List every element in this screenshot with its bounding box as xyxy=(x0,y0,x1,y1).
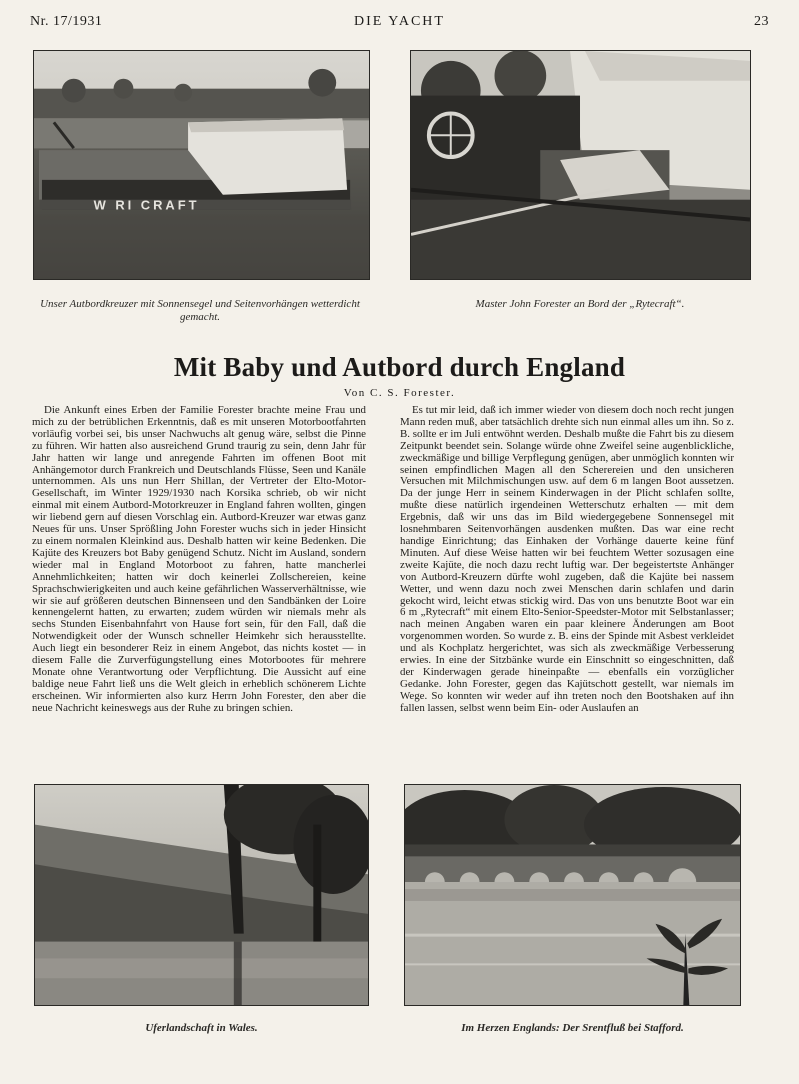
article-column-right xyxy=(400,405,734,715)
caption-top-right: Master John Forester an Bord der „Rytecraft“. xyxy=(475,298,685,310)
photo-wales-landscape xyxy=(34,784,369,1006)
article-byline: Von C. S. Forester. xyxy=(343,387,456,399)
issue-number: Nr. 17/1931 xyxy=(30,14,103,29)
photo-river-bridge-stafford xyxy=(404,784,741,1006)
magazine-title: DIE YACHT xyxy=(354,14,445,29)
article-column-left xyxy=(32,405,366,715)
caption-bottom-left: Uferlandschaft in Wales. xyxy=(145,1022,258,1034)
article-text-right: Es tut mir leid, daß ich immer wieder von diesem doch noch recht jungen Mann reden muß, aber tatsächlich drehte sich nun einmal alles um ihn. So z. B. sollte er im Juli entwöhnt werden. Deshalb mußte die Fahrt bis zu diesem Zeitpunkt beendet sein. Solange würde ohne Zweifel seine augenblickliche, zweckmäßige und billige Verpflegung genügen, aber unmöglich konnten wir seinen empfindlichen Magen all den Scherereien und den unsicheren Versuchen mit Milchmischungen usw. auf dem 6 m langen Boot aussetzen. Da der junge Herr in seinem Kinderwagen in der Plicht schlafen sollte, mußte diese natürlich irgendeinen Wetterschutz erhalten — mit dem Ergebnis, daß wir uns das im Bild wiedergegebene Sonnensegel mit losnehmbaren Seitenvorhängen ausdenken mußten. Das war eine recht handige Einrichtung; das Einhaken der Vorhänge dauerte keine fünf Minuten. Auf diese Weise hatten wir bei feuchtem Wetter sozusagen eine zweite Kajüte, die noch dazu recht luftig war. Der begeistertste Anhänger von Autbord-Kreuzern dürfte wohl zugeben, daß die Kajüte bei nassem Wetter, und wenn dazu noch zwei Menschen darin schlafen und darin gekocht wird, leicht etwas stickig wird. Das von uns benutzte Boot war ein 6 m „Rytecraft“ mit einem Elto-Senior-Speedster-Motor mit Selbstanlasser; nach meinen Angaben waren ein paar kleinere Änderungen am Boot vorgenommen worden. So wurde z. B. eins der Spinde mit Asbest verkleidet und als Kochplatz hergerichtet, was sich als zweckmäßige Verbesserung erwies. In eine der Sitzbänke wurde ein Einschnitt so eingeschnitten, daß der Kinderwagen gerade hineinpaßte — ebenfalls ein vorzüglicher Gedanke. John Forester, gegen das Kajütschott gestellt, war niemals im Wege. So konnten wir weder auf ihn treten noch den Bootshaken auf ihn fallen lassen, selbst wenn beim Ein- oder Auslaufen an xyxy=(400,404,734,714)
page-number: 23 xyxy=(754,14,769,29)
article-title: Mit Baby und Autbord durch England xyxy=(173,352,626,382)
page-header xyxy=(30,14,769,34)
caption-top-left: Unser Autbordkreuzer mit Sonnensegel und Seitenvorhängen wetterdicht gemacht. xyxy=(40,298,360,323)
hull-lettering: W RI CRAFT xyxy=(93,197,200,213)
article-text-left: Die Ankunft eines Erben der Familie Forester brachte meine Frau und mich zu der betrüblichen Erkenntnis, daß es mit unseren Motorbootfahrten vorläufig vorbei sei, bis unser Nachwuchs alt genug wäre, selbst die Pinne zu führen. Wir hatten also ausreichend Grund traurig zu sein, denn Jahr für Jahr hatten wir lange und anregende Fahrten im offenen Boot mit Anhängemotor durch Frankreich und Deutschlands Flüsse, Seen und Kanäle unternommen. Als uns nun Herr Shillan, der Vertreter der Elto-Motor-Gesellschaft, im Winter 1929/1930 nach Korsika schrieb, ob wir nicht einmal mit einem Autbord-Motorkreuzer in England fahren wollten, gingen wir liebend gern auf diesen Vorschlag ein. Autbord-Kreuzer war etwas ganz Neues für uns. Unser Sprößling John Forester wuchs sich in jeder Hinsicht zu einem normalen Kleinkind aus. Deshalb hatten wir keine Bedenken. Die Kajüte des Kreuzers bot Baby genügend Schutz. Nicht im Ausland, sondern wieder mal in England Motorboot zu fahren, hatte mancherlei Annehmlichkeiten; hatten wir doch keinerlei Zollschereien, keine Sprachschwierigkeiten und auch keine gefährlichen Wasserverhältnisse, wie wir sie auf größeren deutschen Binnenseen und den Sandbänken der Loire kennengelernt hatten, zu erwarten; zudem würden wir niemals mehr als sechs Stunden Eisenbahnfahrt von Hause fort sein, für den Fall, daß die Notwendigkeit oder der Wunsch schneller Heimkehr sich herausstellte. Auch liegt ein besonderer Reiz in einem Angebot, das nichts kostet — in diesem Falle die Zurverfügungstellung eines Motorbootes für mehrere Monate ohne Verantwortung oder Verpflichtung. Die Aussicht auf eine baldige neue Fahrt ließ uns die Welt gleich in erheblich schönerem Lichte erscheinen. Wir informierten also kurz Herrn John Forester, den aber die neue Nachricht keineswegs aus der Ruhe zu bringen schien. xyxy=(32,404,366,714)
caption-bottom-right: Im Herzen Englands: Der Srentfluß bei Stafford. xyxy=(461,1022,684,1034)
photo-cruiser-sun-sail xyxy=(33,50,370,280)
photo-john-forester-on-board xyxy=(410,50,751,280)
